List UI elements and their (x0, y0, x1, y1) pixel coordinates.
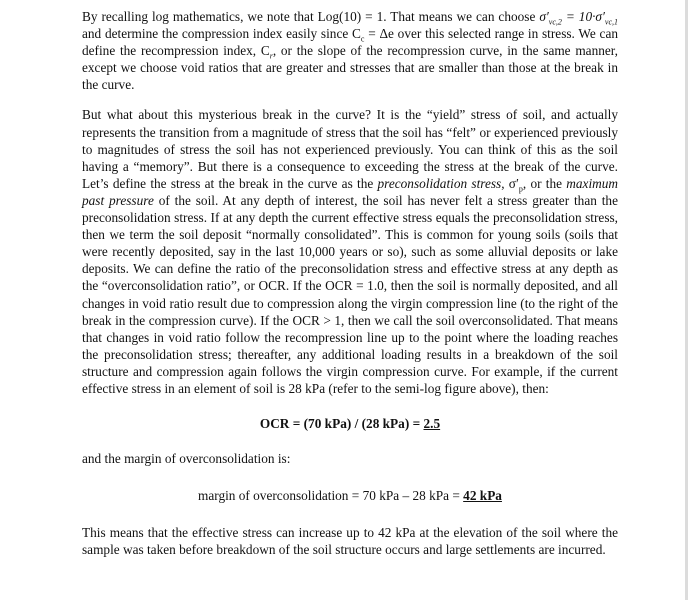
paragraph-preconsolidation: But what about this mysterious break in the curve? It is the “yield” stress of soil, and actually represents the transition from a magnitude of stress that the soil has “felt” or experienced previously to magnitudes of stress the soil has not experienced previously. You can think of this as the soil having a “memory”. But there is a consequence to exceeding the stress at the break of the curve. Let’s define the stress at the break in the curve as the preconsolidation stress, $\sigma'_p$, or the maximum past pressure of the soil. At any depth of interest, the soil has never felt a stress greater than the preconsolidation stress. If at any depth the current effective stress equals the preconsolidation stress, then we term the soil deposit “normally consolidated”. This is common for young soils (soils that were recently deposited, say in the last 10,000 years or so), such as some alluvial deposits or lake deposits. We can define the ratio of the preconsolidation stress and effective stress at any depth as the “overconsolidation ratio”, or OCR. If the OCR = 1.0, then the soil is normally deposited, and all changes in void ratio result due to compression along the virgin compression line (to the right of the break in the compression curve). If the OCR > 1, then we call the soil overconsolidated. That means that changes in void ratio follow the recompression line up to the point where the loading reaches the preconsolidation stress; thereafter, any additional loading results in a breakdown of the soil structure and compression again follows the virgin compression curve. For example, if the current effective stress in an element of soil is 28 kPa (refer to the semi-log figure above), then: (82, 107, 618, 396)
ocr-formula: OCR = (70 kPa) / (28 kPa) = 2.5 (259, 416, 441, 432)
term-maximum-past-pressure: maximum past pressure (82, 175, 618, 208)
sigma-expression: $\sigma'_{vc,2} = 10\cdot\sigma'_{vc,1}$ (539, 9, 618, 27)
margin-formula: margin of overconsolidation = 70 kPa – 28 kPa = 42 kPa (198, 488, 502, 504)
paragraph-conclusion: This means that the effective stress can increase up to 42 kPa at the elevation of the soil where the sample was taken before breakdown of the soil structure occurs and large settlements are incurred. (82, 525, 618, 558)
paragraph-margin-intro: and the margin of overconsolidation is: (82, 451, 291, 467)
paragraph-recompression-index: By recalling log mathematics, we note that Log(10) = 1. That means we can choose $\sigma'_{vc,2} = 10\cdot\sigma'_{vc,1}$ and determine the compression index easily since $C_c = \Delta e$ over this selected range in stress. We can define the recompression index, $C_r$, or the slope of the recompression curve, in the same manner, except we choose void ratios that are greater and stresses that are smaller than those at the break in the curve. (82, 9, 618, 93)
margin-answer: 42 kPa (463, 488, 502, 504)
term-preconsolidation-stress: preconsolidation stress (377, 175, 502, 191)
document-page (82, 8, 618, 559)
scrollbar-track[interactable] (685, 0, 688, 600)
ocr-answer: 2.5 (423, 416, 441, 432)
